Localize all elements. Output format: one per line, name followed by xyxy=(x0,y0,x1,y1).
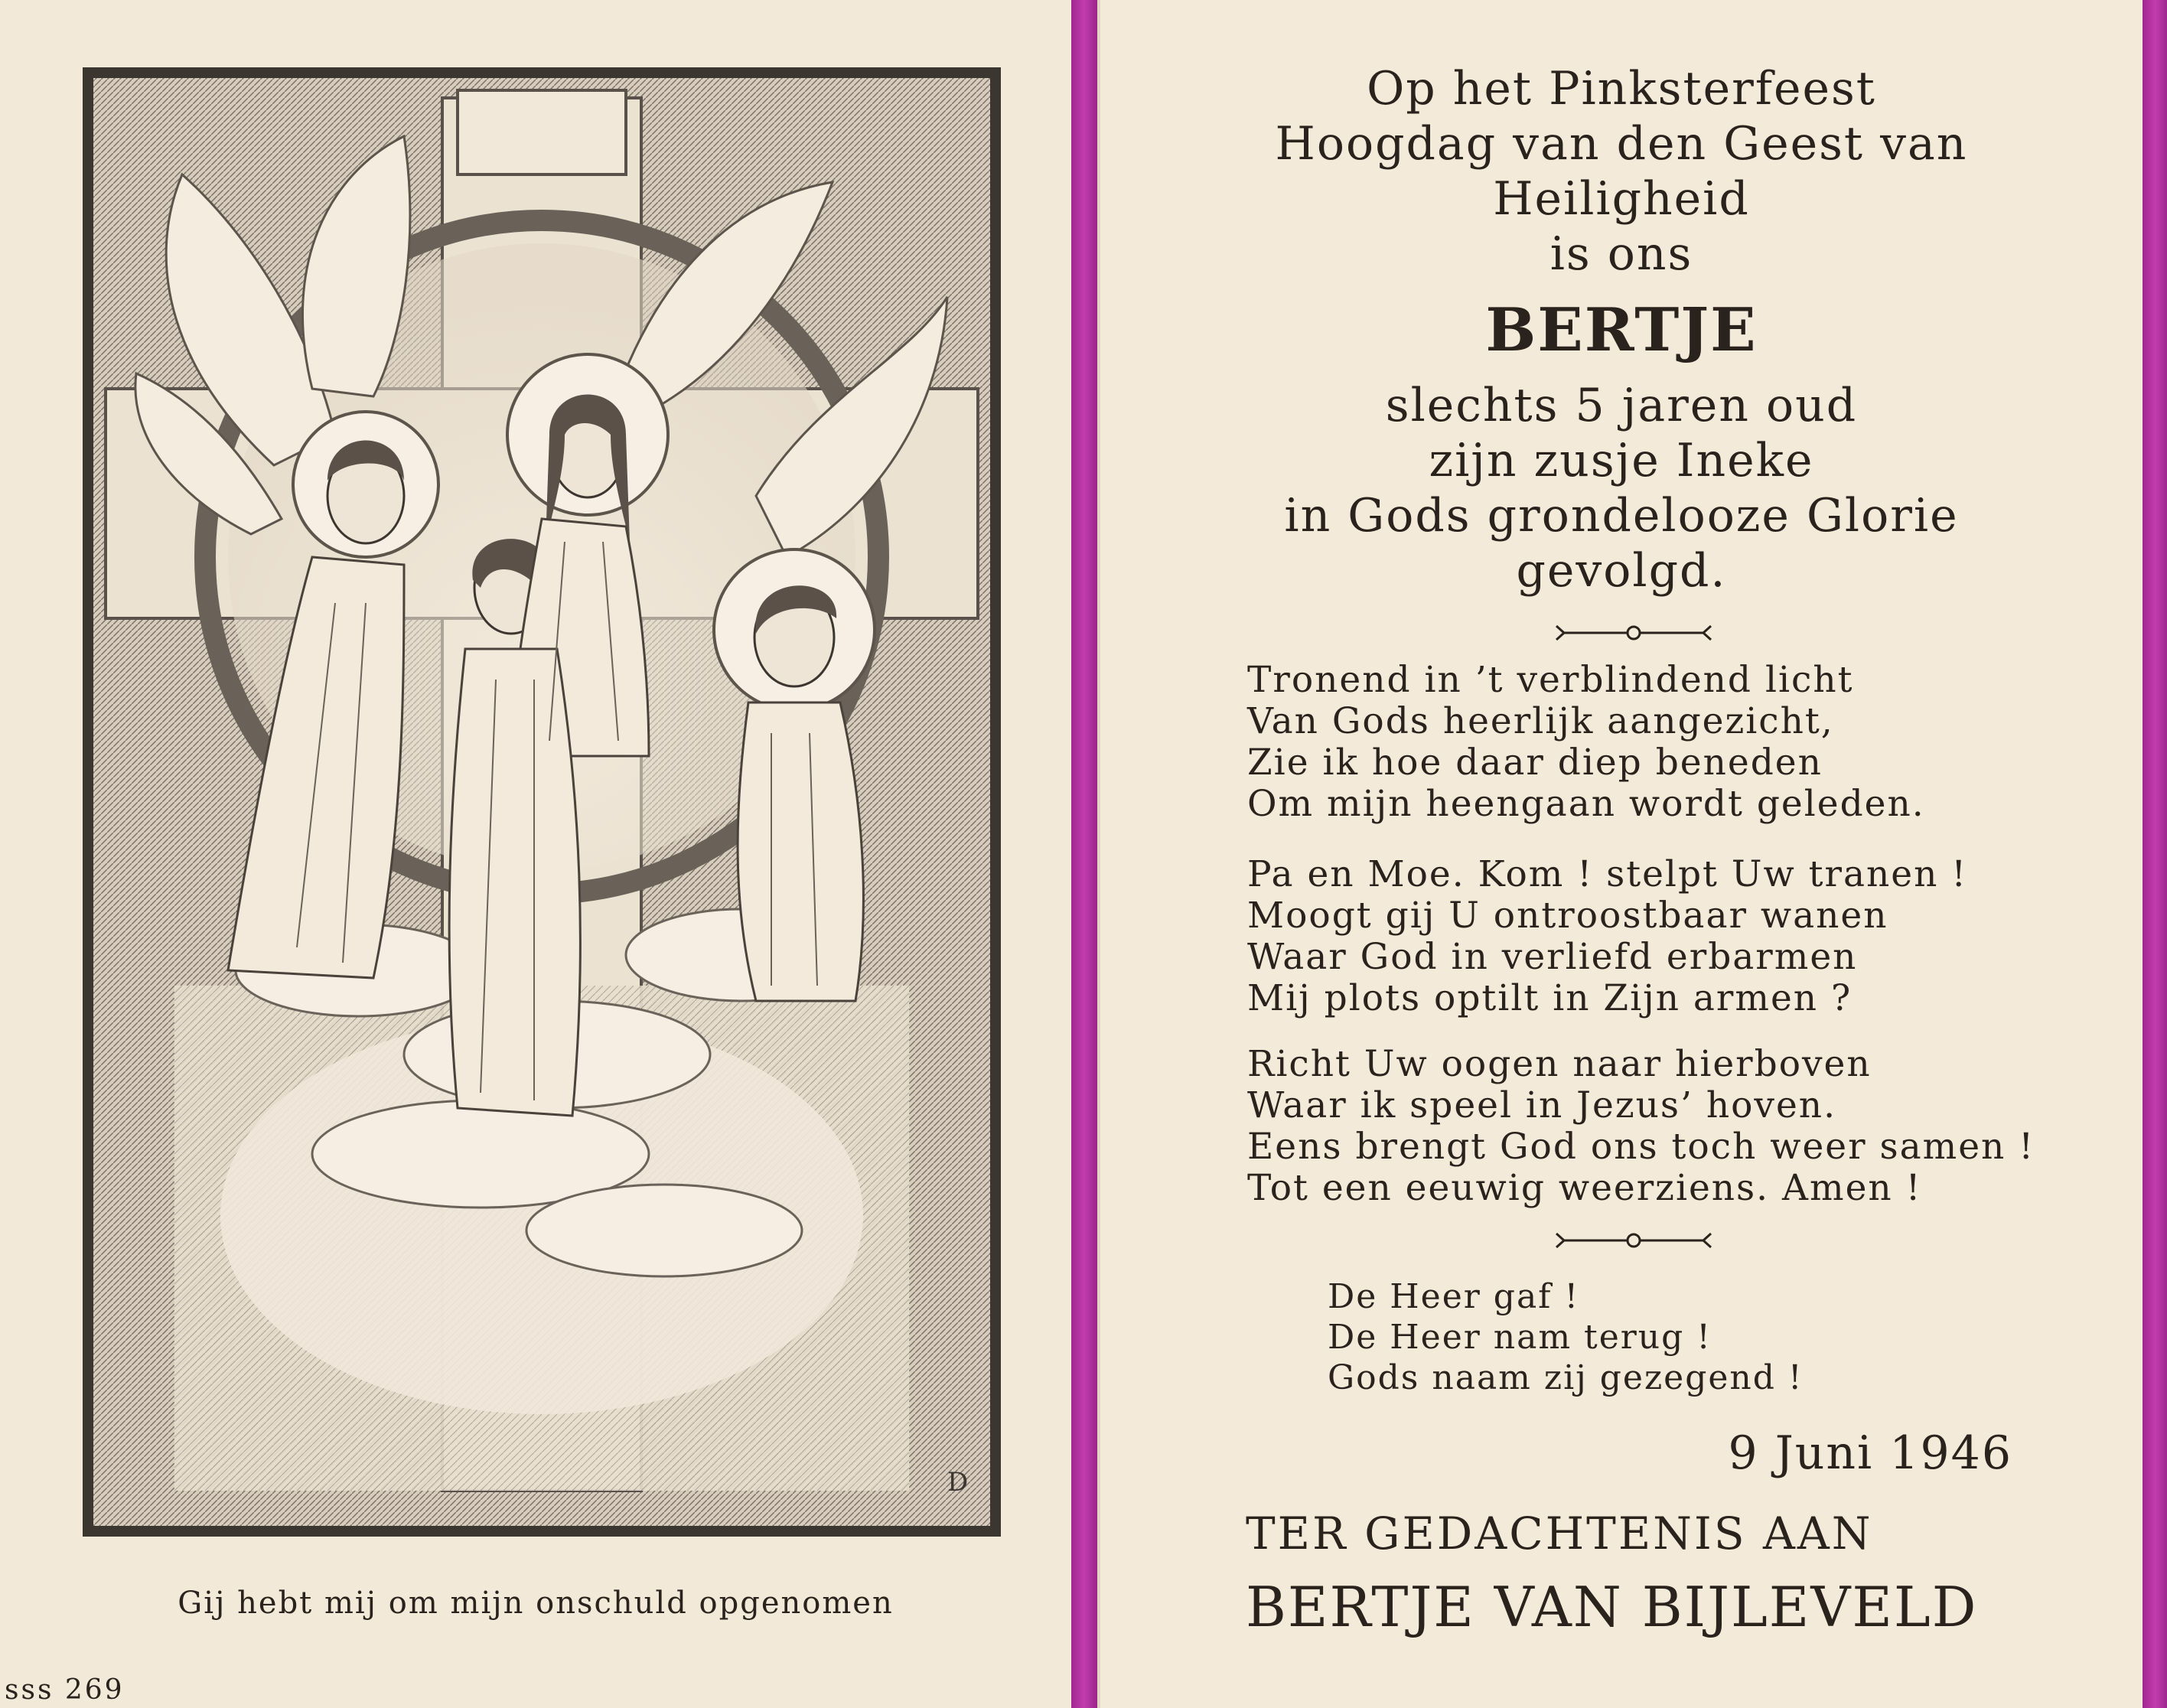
announcement-line-1: slechts 5 jaren oud xyxy=(1385,379,1858,432)
poem-line: Tronend in ’t verblindend licht xyxy=(1247,659,1854,701)
memorial-heading: TER GEDACHTENIS AAN xyxy=(1246,1508,1873,1560)
left-card-front xyxy=(0,0,1071,1708)
ornament-divider-top xyxy=(1553,621,1714,644)
poem-line: Mij plots optilt in Zijn armen ? xyxy=(1247,977,1853,1019)
poem-line: Moogt gij U ontroostbaar wanen xyxy=(1247,895,1888,937)
poem-line: Zie ik hoe daar diep beneden xyxy=(1247,742,1823,784)
poem-line: Om mijn heengaan wordt geleden. xyxy=(1247,783,1925,825)
prayer-line: De Heer nam terug ! xyxy=(1328,1318,1712,1357)
death-date: 9 Juni 1946 xyxy=(1728,1426,2012,1480)
poem-stanza-2 xyxy=(1247,854,1967,1019)
prayer-lines xyxy=(1328,1276,1804,1398)
opening-line-3: Heiligheid xyxy=(1493,172,1750,226)
purple-border-right xyxy=(2143,0,2167,1708)
opening-line-2: Hoogdag van den Geest van xyxy=(1275,117,1968,171)
prayer-line: De Heer gaf ! xyxy=(1328,1277,1580,1316)
poem-stanza-3 xyxy=(1247,1044,2035,1209)
poem-stanza-1 xyxy=(1247,660,1925,825)
poem-line: Eens brengt God ons toch weer samen ! xyxy=(1247,1126,2035,1168)
opening-lines xyxy=(1100,61,2143,282)
memorial-full-name: BERTJE VAN BIJLEVELD xyxy=(1246,1575,1978,1639)
announcement-line-2: zijn zusje Ineke xyxy=(1429,434,1814,487)
poem-line: Richt Uw oogen naar hierboven xyxy=(1247,1043,1872,1085)
opening-line-4: is ons xyxy=(1549,227,1693,281)
poem-line: Waar God in verliefd erbarmen xyxy=(1247,936,1858,978)
announcement-line-4: gevolgd. xyxy=(1516,544,1727,598)
svg-text:D: D xyxy=(947,1467,969,1498)
poem-line: Van Gods heerlijk aangezicht, xyxy=(1247,700,1834,742)
angels-illustration xyxy=(83,67,1001,1537)
opening-line-1: Op het Pinksterfeest xyxy=(1367,62,1876,116)
deceased-first-name: BERTJE xyxy=(1485,295,1758,365)
announcement-line-3: in Gods grondelooze Glorie xyxy=(1284,489,1959,543)
announcement-lines xyxy=(1100,378,2143,598)
poem-line: Tot een eeuwig weerziens. Amen ! xyxy=(1247,1167,1922,1209)
ornament-divider-bottom xyxy=(1553,1229,1714,1252)
poem-line: Waar ik speel in Jezus’ hoven. xyxy=(1247,1084,1837,1126)
poem-line: Pa en Moe. Kom ! stelpt Uw tranen ! xyxy=(1247,853,1968,895)
prayer-line: Gods naam zij gezegend ! xyxy=(1328,1358,1804,1397)
print-code: sss 269 xyxy=(5,1674,125,1706)
illustration-caption: Gij hebt mij om mijn onschuld opgenomen xyxy=(178,1586,894,1621)
purple-border-left xyxy=(1071,0,1097,1708)
